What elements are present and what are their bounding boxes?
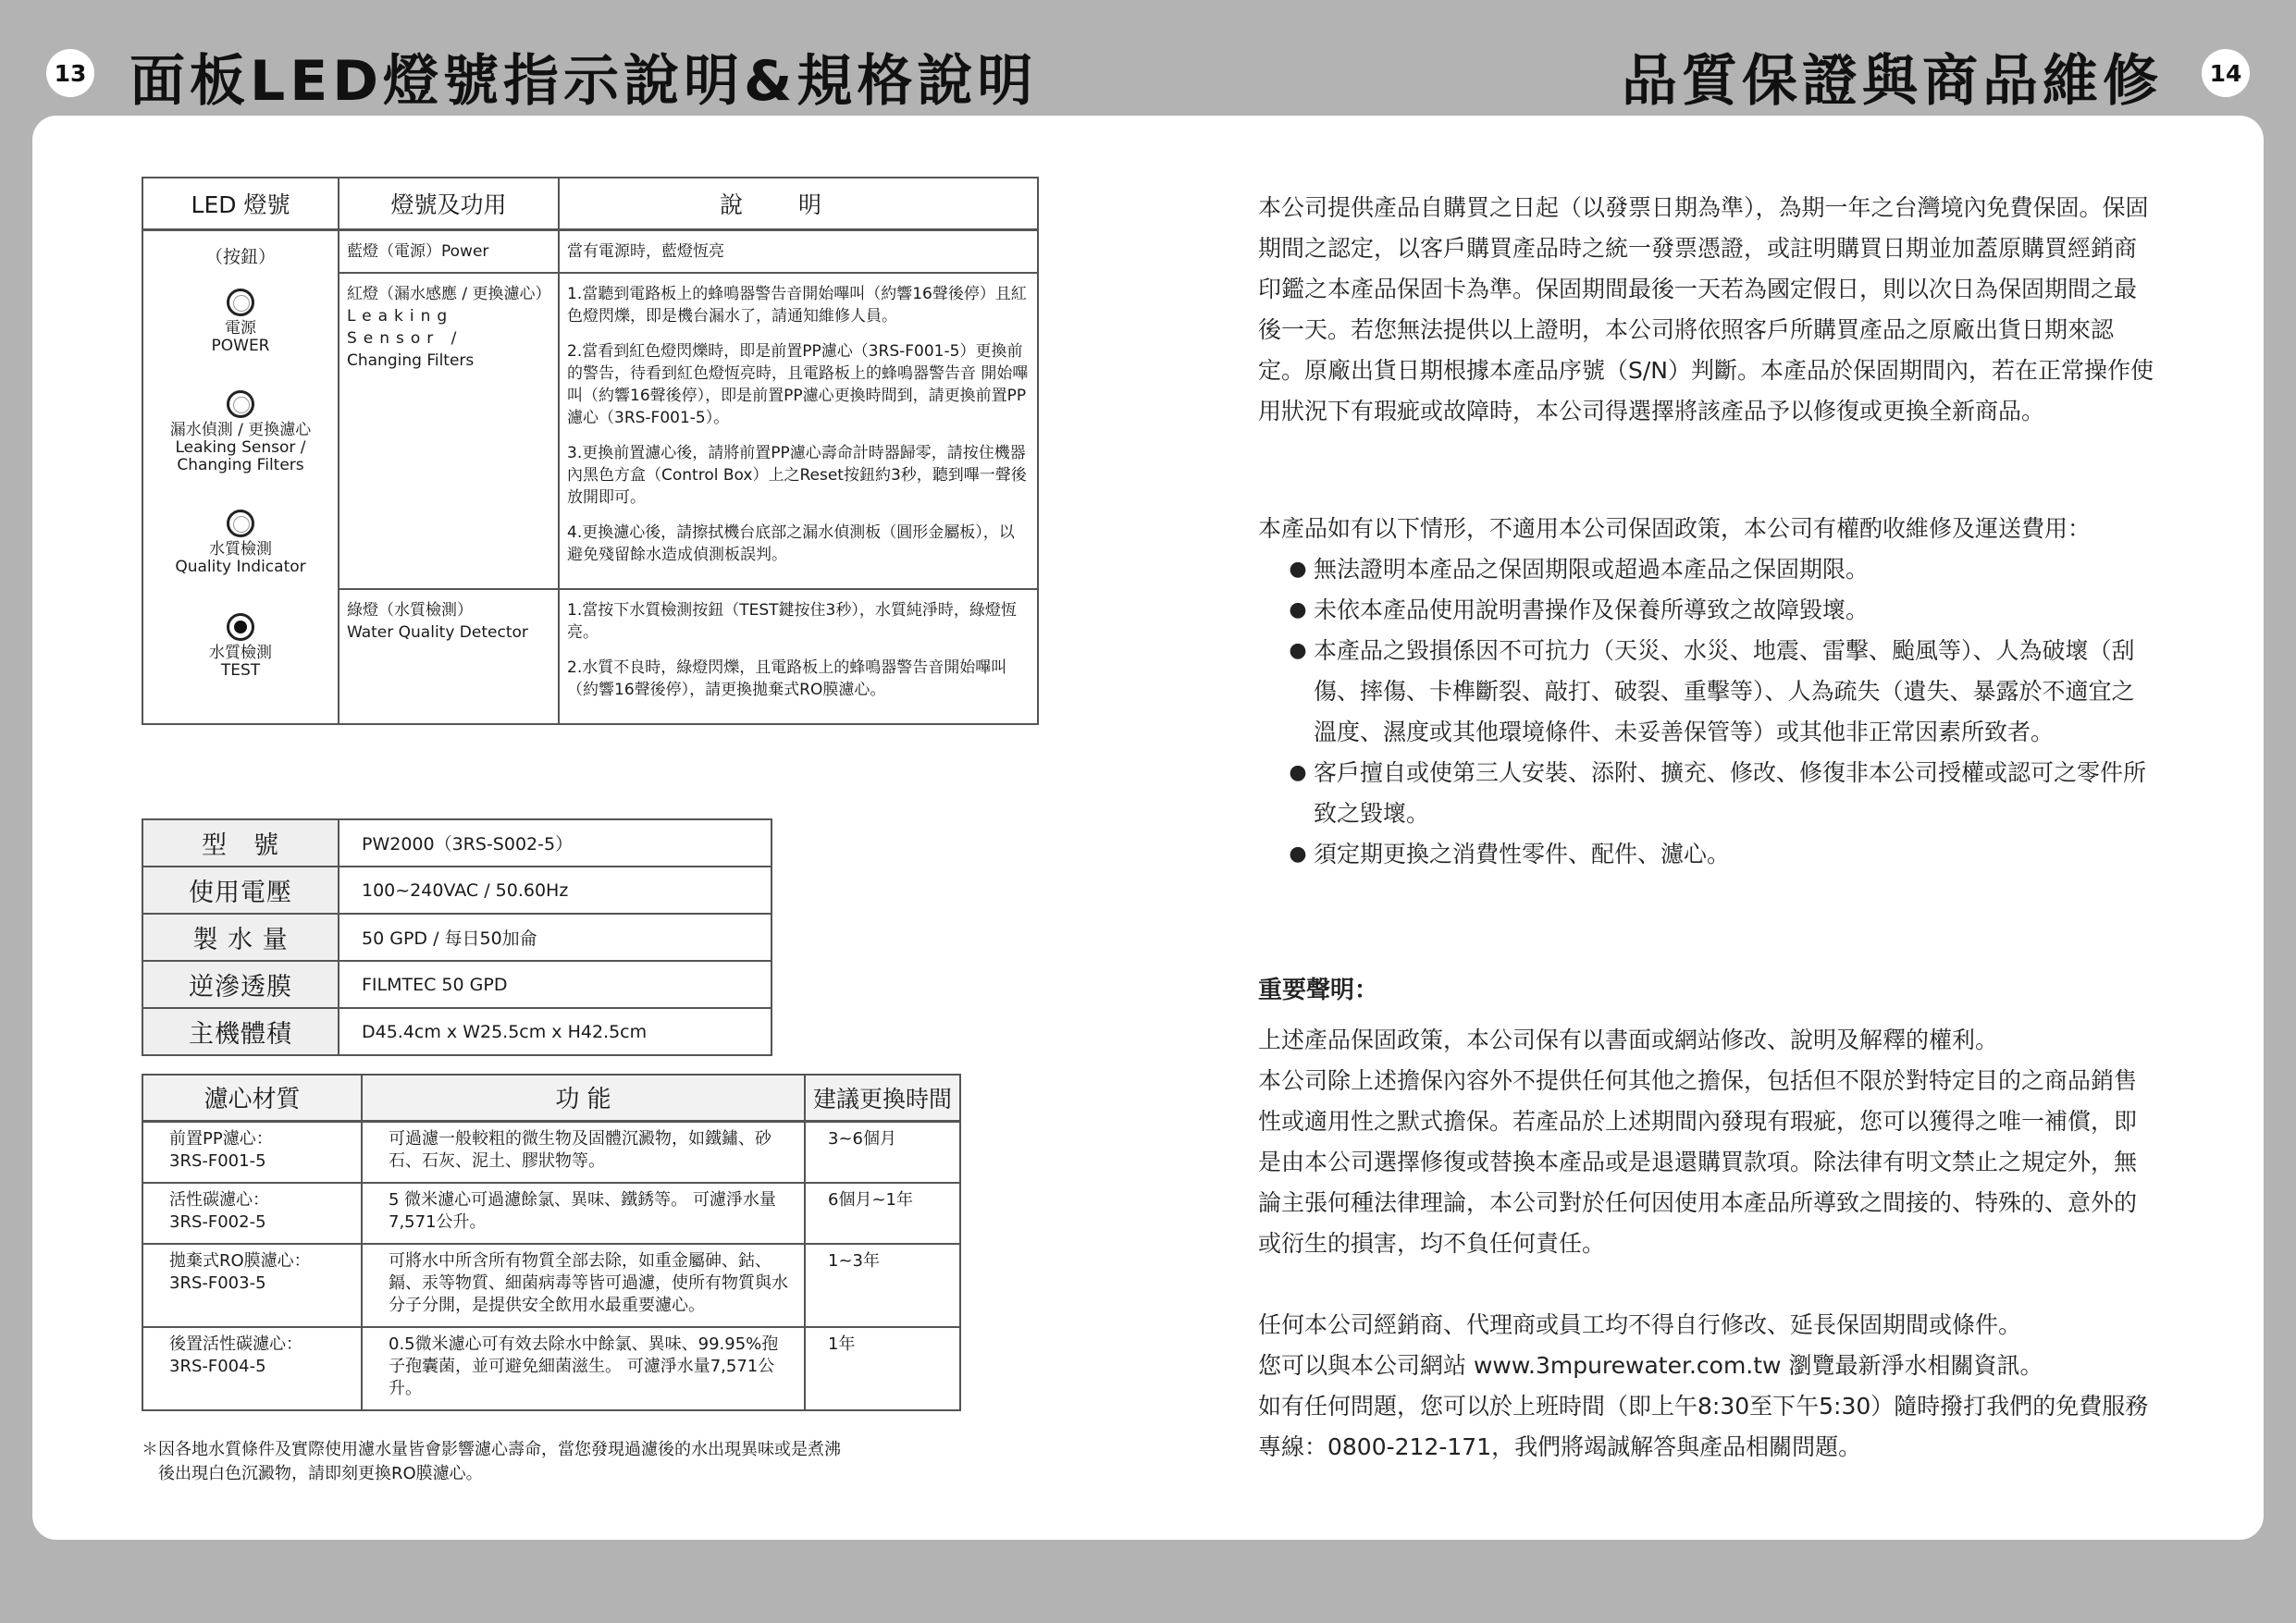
- table-row: [142, 819, 772, 867]
- spec-key: 主機體積: [142, 1008, 339, 1055]
- page-title-right: 品質保證與商品維修: [1622, 49, 2163, 114]
- table-row: [142, 961, 772, 1008]
- important-notice-heading: 重要聲明：: [1258, 977, 1379, 1004]
- page-header: [0, 0, 2296, 116]
- red-note-4: 4.更換濾心後，請擦拭機台底部之漏水偵測板（圓形金屬板），以避免殘留餘水造成偵測板誤判。: [567, 523, 1015, 564]
- filter-desc: 可過濾一般較粗的微生物及固體沉澱物，如鐵鏽、砂石、石灰、泥土、膠狀物等。: [362, 1121, 805, 1183]
- led-label-quality: 水質檢測 Quality Indicator: [175, 539, 306, 576]
- filter-header-replace-time: 建議更換時間: [805, 1075, 960, 1121]
- spec-value: 50 GPD / 每日50加侖: [339, 914, 772, 961]
- important-notice-body: 上述產品保固政策，本公司保有以書面或網站修改、說明及解釋的權利。 本公司除上述擔保內容外不提供任何其他之擔保，包括但不限於對特定目的之商品銷售性或適用性之默式擔保。若產品於上述期間內發現有瑕疵，您可以獲得之唯一補償，即是由本公司選擇修復或替換本產品或是退還購買款項。除法律有明文禁止之規定外，無論主張何種法律理論，本公司對於任何因使用本產品所導致之間接的、特殊的、意外的或衍生的損害，均不負任何責任。: [1258, 1027, 2138, 1257]
- table-row: [142, 867, 772, 914]
- list-item: ● 無法證明本產品之保固期限或超過本產品之保固期限。: [1258, 549, 2154, 590]
- led-header-led: LED 燈號: [142, 178, 339, 229]
- led-indicator-table: [142, 177, 1039, 725]
- filter-name: 活性碳濾心： 3RS-F002-5: [142, 1183, 362, 1244]
- test-button-icon: [227, 613, 254, 641]
- quality-indicator-led-icon: [227, 510, 254, 537]
- table-row: [142, 1121, 960, 1183]
- table-row: [142, 1008, 772, 1055]
- red-note-2: 2.當看到紅色燈閃爍時，即是前置PP濾心（3RS-F001-5）更換前的警告，待看到紅色燈恆亮時，且電路板上的蜂鳴器警告音 開始嗶叫（約響16聲後停），即是前置PP濾心更換時間到，請更換前置PP濾心（3RS-F001-5）。: [567, 341, 1029, 427]
- filter-time: 1~3年: [805, 1244, 960, 1327]
- notes-green-led: [559, 589, 1038, 724]
- table-row: [142, 914, 772, 961]
- spec-table: [142, 818, 772, 1056]
- notes-red-led: [559, 273, 1038, 589]
- list-item: ● 須定期更換之消費性零件、配件、濾心。: [1258, 834, 2154, 875]
- bullet-icon: ●: [1289, 639, 1307, 662]
- filter-time: 3~6個月: [805, 1121, 960, 1183]
- func-green-led: 綠燈（水質檢測） Water Quality Detector: [339, 589, 559, 724]
- list-item: ● 未依本產品使用說明書操作及保養所導致之故障毀壞。: [1258, 590, 2154, 631]
- func-blue-led: 藍燈（電源）Power: [339, 229, 559, 273]
- red-note-1: 1.當聽到電路板上的蜂鳴器警告音開始嗶叫（約響16聲後停）且紅色燈閃爍，即是機台漏水了，請通知維修人員。: [567, 284, 1027, 326]
- func-red-led: 紅燈（漏水感應 / 更換濾心） Leaking Sensor / Changing Filters: [339, 273, 559, 589]
- filter-desc: 5 微米濾心可過濾餘氯、異味、鐵銹等。 可濾淨水量7,571公升。: [362, 1183, 805, 1244]
- spec-key: 製 水 量: [142, 914, 339, 961]
- spec-key: 型 號: [142, 819, 339, 867]
- exclusions-intro: 本產品如有以下情形，不適用本公司保固政策，本公司有權酌收維修及運送費用：: [1258, 515, 2092, 542]
- spec-value: D45.4cm x W25.5cm x H42.5cm: [339, 1008, 772, 1055]
- filter-footnote: ＊因各地水質條件及實際使用濾水量皆會影響濾心壽命，當您發現過濾後的水出現異味或是煮沸 後出現白色沉澱物，請即刻更換RO膜濾心。: [142, 1440, 841, 1483]
- filter-name: 前置PP濾心： 3RS-F001-5: [142, 1121, 362, 1183]
- filter-name: 拋棄式RO膜濾心： 3RS-F003-5: [142, 1244, 362, 1327]
- bullet-icon: ●: [1289, 598, 1307, 621]
- content-panel: [32, 116, 2264, 1540]
- page-number-right: 14: [2202, 49, 2250, 97]
- page-number-left: 13: [46, 49, 94, 97]
- filter-desc: 可將水中所含所有物質全部去除，如重金屬砷、鈷、鎘、汞等物質、細菌病毒等皆可過濾，使所有物質與水分子分開，是提供安全飲用水最重要濾心。: [362, 1244, 805, 1327]
- table-row: [142, 1183, 960, 1244]
- warranty-paragraph-1: 本公司提供產品自購買之日起（以發票日期為準），為期一年之台灣境內免費保固。保固期間之認定，以客戶購買產品時之統一發票憑證，或註明購買日期並加蓋原購買經銷商印鑑之本產品保固卡為準。保固期間最後一天若為國定假日，則以次日為保固期間之最後一天。若您無法提供以上證明，本公司將依照客戶所購買產品之原廠出貨日期來認定。原廠出貨日期根據本產品序號（S/N）判斷。本產品於保固期間內，若在正常操作使用狀況下有瑕疵或故障時，本公司得選擇將該產品予以修復或更換全新商品。: [1258, 194, 2154, 424]
- list-item: ● 本產品之毀損係因不可抗力（天災、水災、地震、雷擊、颱風等）、人為破壞（刮傷、摔傷、卡榫斷裂、敲打、破裂、重擊等）、人為疏失（遺失、暴露於不適宜之溫度、濕度或其他環境條件、未妥善保管等）或其他非正常因素所致者。: [1258, 631, 2154, 753]
- led-label-power: 電源 POWER: [211, 318, 270, 355]
- led-header-description: 說明: [559, 178, 1038, 229]
- filter-time: 1年: [805, 1327, 960, 1410]
- spec-value: PW2000（3RS-S002-5）: [339, 819, 772, 867]
- button-label: （按鈕）: [204, 246, 276, 267]
- page-title-left: 面板LED燈號指示說明&規格說明: [130, 49, 1038, 114]
- led-icons-column: [142, 229, 339, 724]
- filter-name: 後置活性碳濾心： 3RS-F004-5: [142, 1327, 362, 1410]
- green-note-1: 1.當按下水質檢測按鈕（TEST鍵按住3秒），水質純淨時，綠燈恆亮。: [567, 600, 1017, 642]
- table-row: [142, 1244, 960, 1327]
- red-note-3: 3.更換前置濾心後，請將前置PP濾心壽命計時器歸零，請按住機器內黑色方盒（Control Box）上之Reset按鈕約3秒，聽到嗶一聲後放開即可。: [567, 443, 1027, 507]
- table-row: [142, 1327, 960, 1410]
- green-note-2: 2.水質不良時，綠燈閃爍，且電路板上的蜂鳴器警告音開始嗶叫（約響16聲後停），請更換拋棄式RO膜濾心。: [567, 658, 1007, 699]
- filter-header-function: 功 能: [362, 1075, 805, 1121]
- power-led-icon: [227, 289, 254, 316]
- leak-sensor-led-icon: [227, 390, 254, 418]
- bullet-icon: ●: [1289, 842, 1307, 866]
- list-item: ● 客戶擅自或使第三人安裝、添附、擴充、修改、修復非本公司授權或認可之零件所致之毀壞。: [1258, 753, 2154, 834]
- filter-time: 6個月~1年: [805, 1183, 960, 1244]
- note-blue-led: 當有電源時，藍燈恆亮: [559, 229, 1038, 273]
- filter-header-material: 濾心材質: [142, 1075, 362, 1121]
- filter-desc: 0.5微米濾心可有效去除水中餘氯、異味、99.95%孢子孢囊菌，並可避免細菌滋生。 可濾淨水量7,571公升。: [362, 1327, 805, 1410]
- bullet-icon: ●: [1289, 761, 1307, 784]
- led-label-test: 水質檢測 TEST: [209, 643, 272, 680]
- spec-value: 100~240VAC / 50.60Hz: [339, 867, 772, 914]
- spec-key: 逆滲透膜: [142, 961, 339, 1008]
- filter-table: [142, 1074, 961, 1411]
- contact-paragraph: 任何本公司經銷商、代理商或員工均不得自行修改、延長保固期間或條件。 您可以與本公司網站 www.3mpurewater.com.tw 瀏覽最新淨水相關資訊。 如有任何問題，您可以於上班時間（即上午8:30至下午5:30）隨時撥打我們的免費服務專線：0800-212-171，我們將竭誠解答與產品相關問題。: [1258, 1311, 2149, 1460]
- warranty-exclusions: [1258, 509, 2154, 875]
- led-header-function: 燈號及功用: [339, 178, 559, 229]
- bullet-icon: ●: [1289, 558, 1307, 581]
- spec-key: 使用電壓: [142, 867, 339, 914]
- spec-value: FILMTEC 50 GPD: [339, 961, 772, 1008]
- led-label-leak: 漏水偵測 / 更換濾心 Leaking Sensor / Changing Filters: [169, 420, 312, 474]
